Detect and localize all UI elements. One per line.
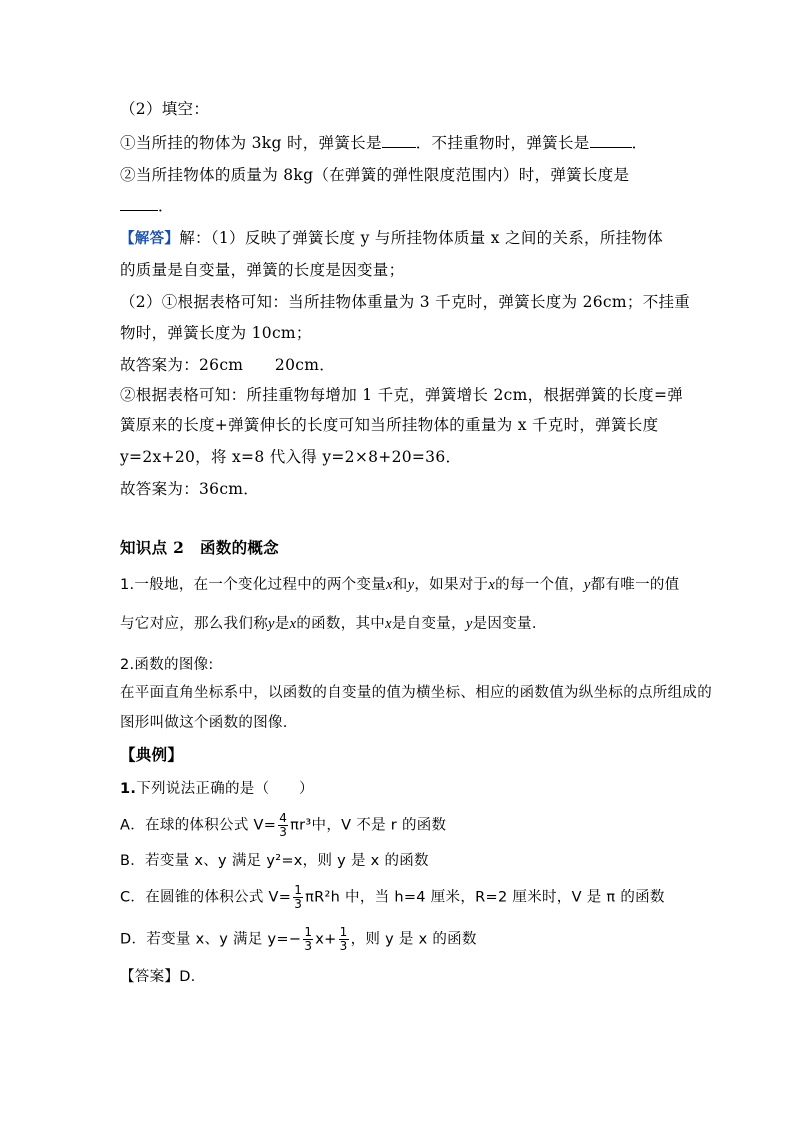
question-2-continued bbox=[120, 196, 174, 216]
part2-title: （2）填空： bbox=[120, 100, 210, 118]
q1-text-b: ．不挂重物时，弹簧长是 bbox=[415, 134, 590, 152]
graph-definition-line-2: 图形叫做这个函数的图像. bbox=[120, 715, 288, 731]
option-a: A．在球的体积公式 V= $\frac{4}{3}$ πr³中，V 不是 r 的函数 bbox=[120, 811, 447, 839]
question-number: 1. bbox=[120, 781, 137, 797]
solution-line-6: ②根据表格可知：所挂重物每增加 1 千克，弹簧增长 2cm，根据弹簧的长度=弹 bbox=[120, 386, 684, 404]
variable-x: x bbox=[386, 577, 393, 593]
question-2 bbox=[120, 165, 629, 185]
variable-y: y bbox=[583, 577, 591, 593]
definition-line-2: 与它对应，那么我们称y是x的函数，其中x是自变量，y是因变量. bbox=[120, 616, 537, 632]
graph-definition-line-1: 在平面直角坐标系中，以函数的自变量的值为横坐标、相应的函数值为纵坐标的点所组成的 bbox=[120, 685, 712, 701]
solution-label: 【解答】 bbox=[120, 231, 180, 247]
q1-text-a: 当所挂的物体为 3kg 时，弹簧长是 bbox=[135, 134, 382, 152]
circle-number: ② bbox=[120, 166, 136, 184]
graph-title: 2.函数的图像: bbox=[120, 657, 214, 673]
solution-line-9: 故答案为：36cm． bbox=[120, 480, 260, 498]
answer-blank[interactable] bbox=[120, 196, 158, 211]
answer-value: D. bbox=[179, 969, 196, 985]
variable-y: y bbox=[268, 616, 275, 632]
solution-line-3: （2）①根据表格可知：当所挂物体重量为 3 千克时，弹簧长度为 26cm；不挂重 bbox=[120, 293, 691, 311]
variable-y: y bbox=[465, 616, 473, 632]
fraction: $\frac{1}{3}$ bbox=[304, 925, 313, 953]
option-b: B．若变量 x、y 满足 y²=x，则 y 是 x 的函数 bbox=[120, 853, 429, 869]
circle-number: ① bbox=[120, 134, 136, 152]
solution-line-2: 的质量是自变量，弹簧的长度是因变量； bbox=[120, 261, 405, 279]
fraction: $\frac{1}{3}$ bbox=[294, 883, 303, 911]
definition-line-1: 1.一般地，在一个变化过程中的两个变量x和y，如果对于x的每一个值，y都有唯一的值 bbox=[120, 577, 680, 593]
option-d: D．若变量 x、y 满足 y=− $\frac{1}{3}$ x+ $\frac{1}{3}$ ，则 y 是 x 的函数 bbox=[120, 925, 477, 953]
solution-line-5: 故答案为：26cm 20cm． bbox=[120, 356, 336, 374]
answer-blank[interactable] bbox=[590, 133, 632, 148]
fraction: $\frac{4}{3}$ bbox=[279, 811, 288, 839]
example-header: 【典例】 bbox=[120, 746, 184, 764]
option-c: C．在圆锥的体积公式 V= $\frac{1}{3}$ πR²h 中，当 h=4 厘米，R=2 厘米时，V 是 π 的函数 bbox=[120, 883, 665, 911]
solution-line-7: 簧原来的长度+弹簧伸长的长度可知当所挂物体的重量为 x 千克时，弹簧长度 bbox=[120, 416, 659, 434]
question-1 bbox=[120, 133, 647, 153]
answer-line bbox=[120, 967, 196, 987]
variable-y: y bbox=[407, 577, 415, 593]
variable-x: x bbox=[385, 616, 392, 632]
q2-text-b: ． bbox=[158, 197, 174, 215]
solution-line-4: 物时，弹簧长度为 10cm； bbox=[120, 324, 312, 342]
solution-line-8: y=2x+20，将 x=8 代入得 y=2×8+20=36． bbox=[120, 448, 462, 466]
variable-x: x bbox=[488, 577, 496, 593]
q1-text-c: ． bbox=[631, 134, 648, 152]
fraction: $\frac{1}{3}$ bbox=[339, 925, 348, 953]
knowledge-title: 知识点 2 函数的概念 bbox=[120, 538, 279, 557]
answer-blank[interactable] bbox=[382, 133, 416, 148]
example-question: 1.下列说法正确的是（ ） bbox=[120, 781, 314, 797]
q2-text-a: 当所挂物体的质量为 8kg（在弹簧的弹性限度范围内）时，弹簧长度是 bbox=[135, 166, 630, 184]
variable-x: x bbox=[289, 616, 297, 632]
solution-line-1: 【解答】解：（1）反映了弹簧长度 y 与所挂物体质量 x 之间的关系，所挂物体 bbox=[120, 229, 664, 247]
answer-label: 【答案】 bbox=[120, 969, 180, 985]
